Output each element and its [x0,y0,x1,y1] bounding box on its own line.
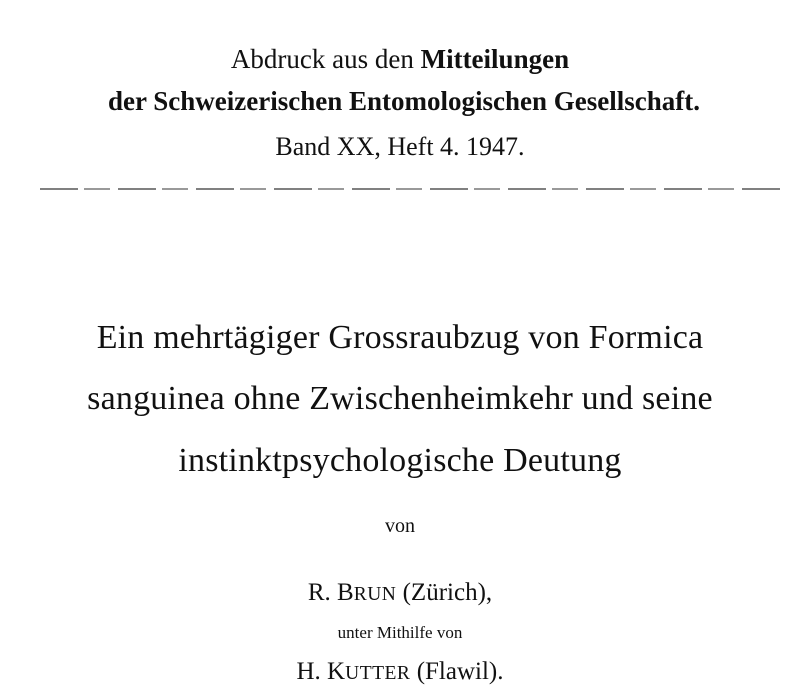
author-place: (Zürich), [396,579,493,606]
assistance-note: unter Mithilfe von [337,623,463,642]
article-title-line3: instinktpsychologische Deutung [178,442,622,479]
author-initial: R. B [307,579,354,606]
journal-name-part1: Mitteilungen [420,44,570,74]
article-title-line2: sanguinea ohne Zwischenheimkehr und seine [87,380,713,417]
coauthor-surname-rest: UTTER [345,663,411,684]
reprint-note-prefix: Abdruck aus den [230,44,421,74]
coauthor-initial: H. K [296,658,346,685]
coauthor-place: (Flawil). [410,658,504,685]
header-divider [40,188,780,190]
author-surname-rest: RUN [353,584,397,605]
volume-issue-year: Band XX, Heft 4. 1947. [275,132,525,161]
article-title-line1: Ein mehrtägiger Grossraubzug von Formica [96,319,704,356]
reprint-note-line1 [0,44,800,75]
author-line [0,579,800,607]
byline-von: von [385,515,415,537]
coauthor-line [0,658,800,686]
journal-name-line2: der Schweizerischen Entomologischen Gesellschaft. [108,86,700,116]
